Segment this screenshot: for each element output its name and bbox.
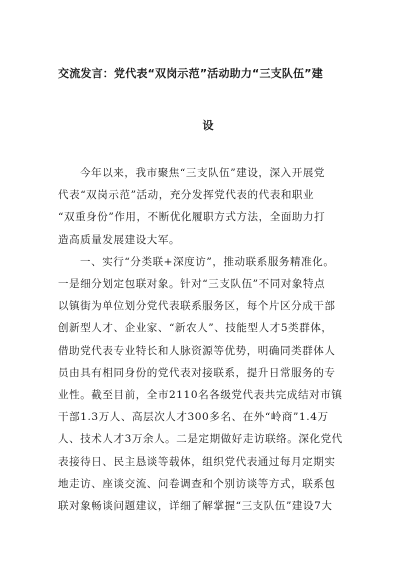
text-line: 借助党代表专业特长和人脉资源等优势，明确同类群体人 xyxy=(58,344,336,357)
text-line: 地走访、座谈交流、问卷调查和个别访谈等方式，联系包 xyxy=(58,477,336,490)
text-line: 员由具有相同身份的党代表对接联系，提升日常服务的专 xyxy=(58,366,336,379)
document-title: 交流发言：党代表“双岗示范”活动助力“三支队伍”建 xyxy=(58,67,323,80)
text-line: 表接待日、民主恳谈等载体，组织党代表通过每月定期实 xyxy=(58,455,336,468)
text-line: 一是细分划定包联对象。针对“三支队伍”不同对象特点 xyxy=(58,278,326,291)
text-line: 干部1.3万人、高层次人才300多名、在外“岭商”1.4万 xyxy=(58,411,329,424)
text-line: 今年以来，我市聚焦“三支队伍”建设，深入开展党 xyxy=(80,167,326,179)
paragraph-intro xyxy=(58,162,358,251)
text-line: 人、技术人才3万余人。二是定期做好走访联络。深化党代 xyxy=(58,433,343,446)
text-line: 联对象畅谈问题建议，详细了解掌握“三支队伍”建设7大 xyxy=(58,500,333,513)
section-heading-line: 一、实行“分类联+深度访”，推动联系服务精准化。 xyxy=(80,255,335,268)
text-line: 业性。截至目前，全市2110名各级党代表共完成结对市镇 xyxy=(58,389,343,402)
text-line: 代表“双岗示范”活动，充分发挥党代表的代表和职业 xyxy=(58,189,315,202)
text-line: 创新型人才、企业家、“新农人”、技能型人才5类群体， xyxy=(58,322,333,335)
paragraph-section-one xyxy=(58,251,358,517)
text-line: 造高质量发展建设大军。 xyxy=(58,233,181,246)
document-title-continuation: 设 xyxy=(202,119,214,132)
text-line: 以镇街为单位划分党代表联系服务区，每个片区分成干部 xyxy=(58,300,336,313)
text-line: “双重身份”作用，不断优化履职方式方法，全面助力打 xyxy=(58,211,326,224)
document-body xyxy=(58,162,358,517)
